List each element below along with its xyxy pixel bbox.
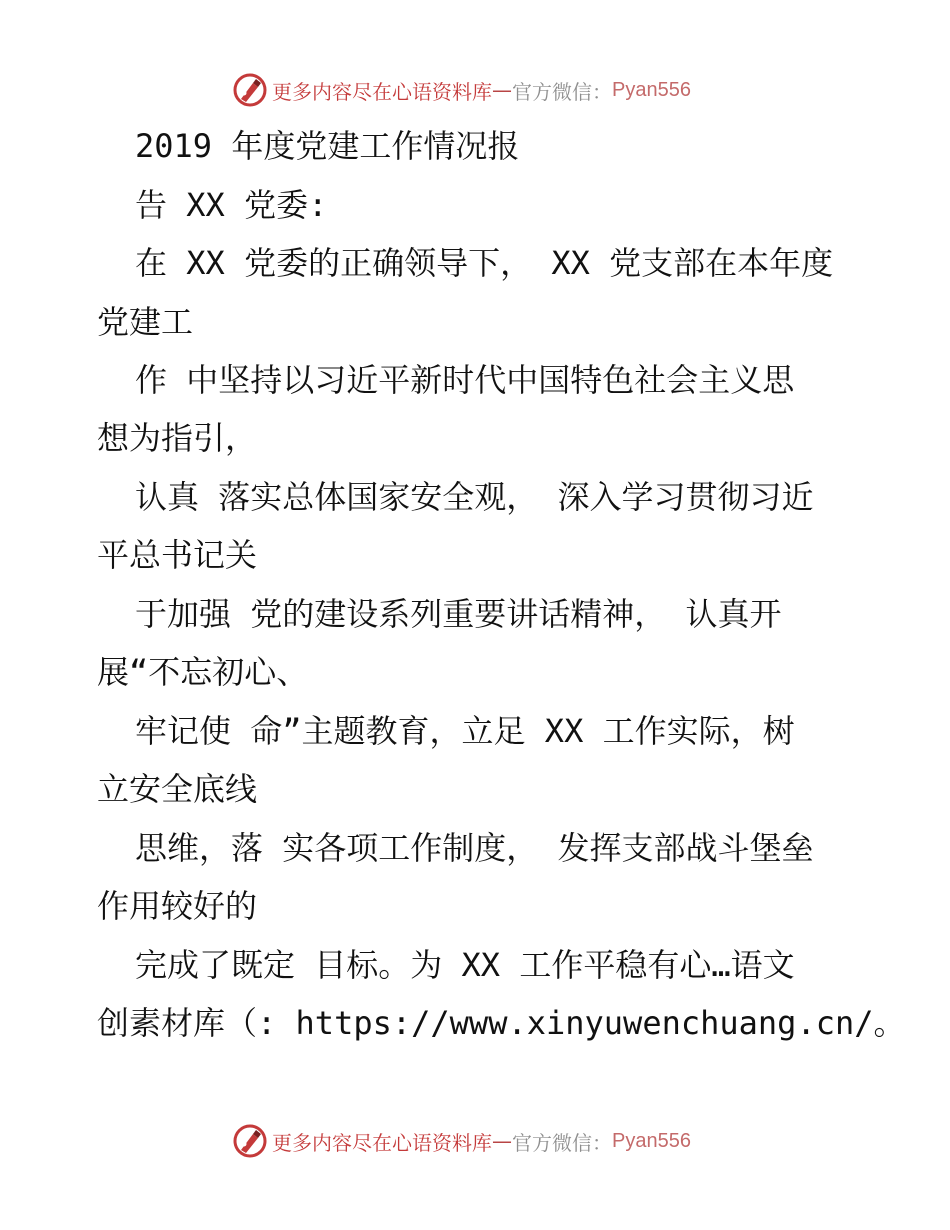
text-line: 告 XX 党委:	[135, 186, 328, 224]
text-line: 展“不忘初心、	[97, 653, 309, 691]
text-line: 认真 落实总体国家安全观， 深入学习贯彻习近	[135, 478, 814, 516]
text-line: 作 中坚持以习近平新时代中国特色社会主义思	[135, 361, 795, 399]
watermark-wechat-id: Pyan556	[612, 1129, 691, 1152]
watermark-sub-text: 官方微信：	[512, 79, 612, 104]
text-line: 牢记使 命”主题教育，立足 XX 工作实际，树	[135, 712, 795, 750]
watermark-sub-text: 官方微信：	[512, 1130, 612, 1155]
watermark-main-text: 更多内容尽在心语资料库	[272, 79, 492, 104]
watermark-wechat-id: Pyan556	[612, 78, 691, 101]
watermark-header	[232, 70, 691, 110]
text-line: 于加强 党的建设系列重要讲话精神， 认真开	[135, 595, 782, 633]
watermark-dash: —	[492, 1129, 512, 1153]
pen-logo-icon	[232, 72, 268, 108]
text-line: 平总书记关	[97, 536, 258, 574]
text-line: 完成了既定 目标。为 XX 工作平稳有心…语文	[135, 946, 795, 984]
pen-logo-icon	[232, 1123, 268, 1159]
text-line: 想为指引，	[97, 419, 258, 457]
text-line: 思维，落 实各项工作制度， 发挥支部战斗堡垒	[135, 829, 814, 867]
text-line: 党建工	[97, 303, 194, 341]
watermark-dash: —	[492, 78, 512, 102]
watermark-footer	[232, 1121, 691, 1161]
text-line: 立安全底线	[97, 770, 258, 808]
watermark-main-text: 更多内容尽在心语资料库	[272, 1130, 492, 1155]
text-line: 创素材库（: https://www.xinyuwenchuang.cn/。	[97, 1004, 906, 1042]
text-line: 在 XX 党委的正确领导下， XX 党支部在本年度	[135, 244, 834, 282]
text-line: 作用较好的	[97, 887, 258, 925]
text-line: 2019 年度党建工作情况报	[135, 127, 520, 165]
